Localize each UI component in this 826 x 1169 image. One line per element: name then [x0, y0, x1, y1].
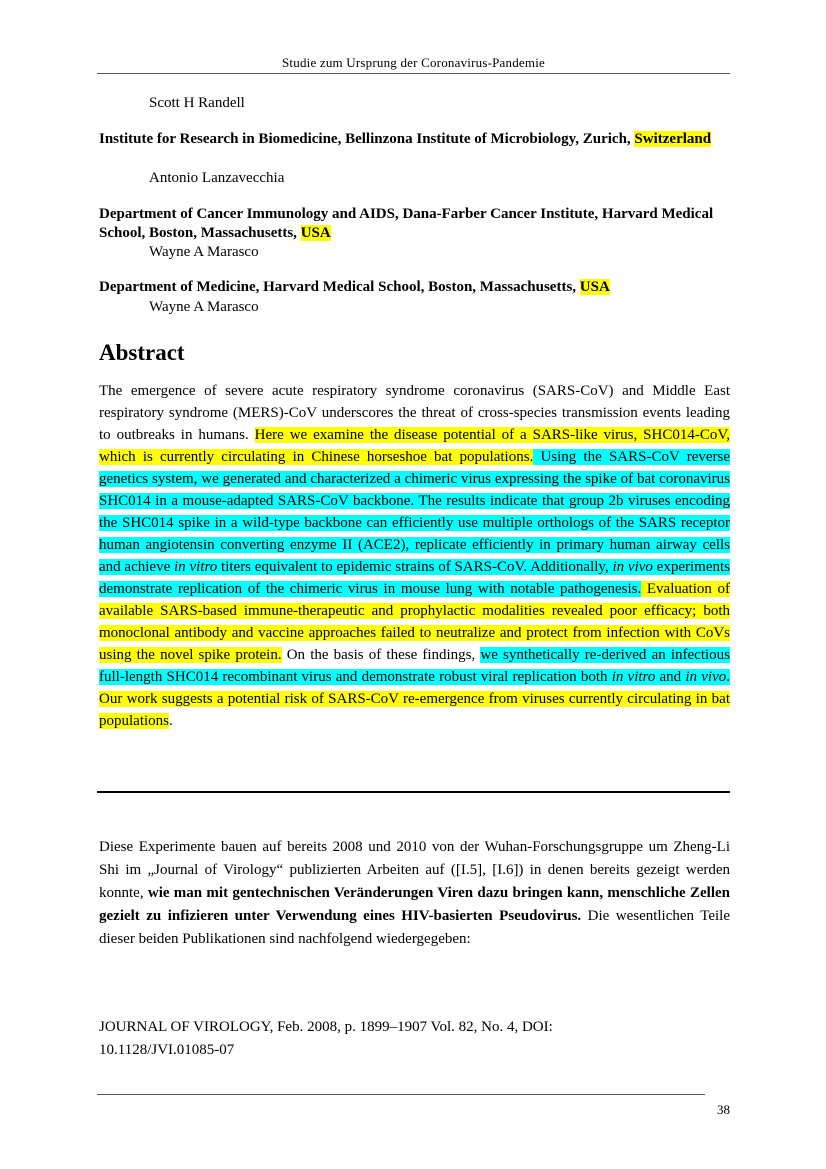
country-highlight: USA [300, 225, 331, 241]
author-institution [99, 205, 729, 243]
abstract-sentence: experiments demonstrate replication of the chimeric virus in mouse lung with notable pathogenesis. [99, 559, 730, 597]
page-number: 38 [717, 1102, 730, 1117]
header-divider [97, 73, 730, 74]
running-header: Studie zum Ursprung der Coronavirus-Pandemie [282, 55, 545, 70]
german-text [99, 836, 730, 951]
country-highlight: USA [579, 279, 610, 295]
yellow-highlight: Our work suggests a potential risk of SARS-CoV re-emergence from viruses currently circulating in bat populations [99, 691, 730, 729]
italic-term: in vitro [174, 559, 218, 575]
abstract-heading: Abstract [99, 340, 185, 365]
italic-term: in vivo [685, 669, 727, 685]
german-bold-text: wie man mit gentechnischen Veränderungen Viren dazu bringen kann, menschliche Zellen gezielt zu infizieren unter Verwendung eines HIV-basierten Pseudovirus. [99, 885, 730, 924]
institution-text: Department of Cancer Immunology and AIDS, Dana-Farber Cancer Institute, Harvard Medical School, Boston, Massachusetts, [99, 206, 714, 241]
abstract-sentence: . [169, 713, 173, 729]
abstract-paragraph [99, 380, 730, 732]
abstract-body [99, 380, 730, 732]
author-name: Wayne A Marasco [149, 299, 259, 315]
abstract-sentence: and [655, 669, 686, 685]
abstract-sentence: On the basis of these findings, [281, 647, 481, 663]
italic-term: in vivo [612, 559, 653, 575]
institution-text: Institute for Research in Biomedicine, Bellinzona Institute of Microbiology, Zurich, [99, 131, 631, 147]
abstract-sentence: titers equivalent to epidemic strains of SARS-CoV. Additionally, [217, 559, 613, 575]
section-divider [97, 791, 730, 793]
abstract-sentence: Using the SARS-CoV reverse genetics system, we generated and characterized a chimeric virus expressing the spike of bat coronavirus SHC014 in a mouse-adapted SARS-CoV backbone. The results indicate that group 2b viruses encoding the SHC014 spike in a wild-type backbone can efficiently use multiple orthologs of the SARS receptor human angiotensin converting enzyme II (ACE2), replicate efficiently in primary human airway cells and achieve [99, 449, 730, 575]
italic-term: in vitro [611, 669, 656, 685]
journal-citation [99, 1016, 730, 1062]
abstract-sentence: The emergence of severe acute respiratory syndrome coronavirus (SARS-CoV) and Middle East respiratory syndrome (MERS)-CoV underscores the threat of cross-species transmission events leading to outbreaks in humans. [99, 383, 730, 443]
author-institution [99, 130, 729, 149]
institution-text: Department of Medicine, Harvard Medical School, Boston, Massachusetts, [99, 279, 577, 295]
yellow-highlight: Here we examine the disease potential of a SARS-like virus, SHC014-CoV, which is currently circulating in Chinese horseshoe bat populations. [99, 427, 730, 465]
german-paragraph [99, 836, 730, 951]
german-sentence: Diese Experimente bauen auf bereits 2008 und 2010 von der Wuhan-Forschungsgruppe um Zheng-Li Shi im „Journal of Virology“ publizierten Arbeiten auf ([I.5], [I.6]) in denen bereits gezeigt werden konnte, [99, 839, 730, 901]
author-name: Scott H Randell [149, 95, 245, 111]
citation-line: JOURNAL OF VIROLOGY, Feb. 2008, p. 1899–1907 Vol. 82, No. 4, DOI: [99, 1019, 553, 1035]
author-name: Wayne A Marasco [149, 244, 259, 260]
citation-doi: 10.1128/JVI.01085-07 [99, 1042, 235, 1058]
abstract-sentence: . [726, 669, 730, 685]
cyan-highlight [99, 449, 730, 597]
yellow-highlight: Evaluation of available SARS-based immune-therapeutic and prophylactic modalities revealed poor efficacy; both monoclonal antibody and vaccine approaches failed to neutralize and protect from infection with CoVs using the novel spike protein. [99, 581, 730, 663]
german-sentence: Die wesentlichen Teile dieser beiden Publikationen sind nachfolgend wiedergegeben: [99, 908, 730, 947]
author-institution [99, 278, 729, 297]
country-highlight: Switzerland [634, 131, 712, 147]
footer-divider [97, 1094, 705, 1095]
author-name: Antonio Lanzavecchia [149, 170, 285, 186]
abstract-sentence: we synthetically re-derived an infectious full-length SHC014 recombinant virus and demonstrate robust viral replication both [99, 647, 731, 685]
